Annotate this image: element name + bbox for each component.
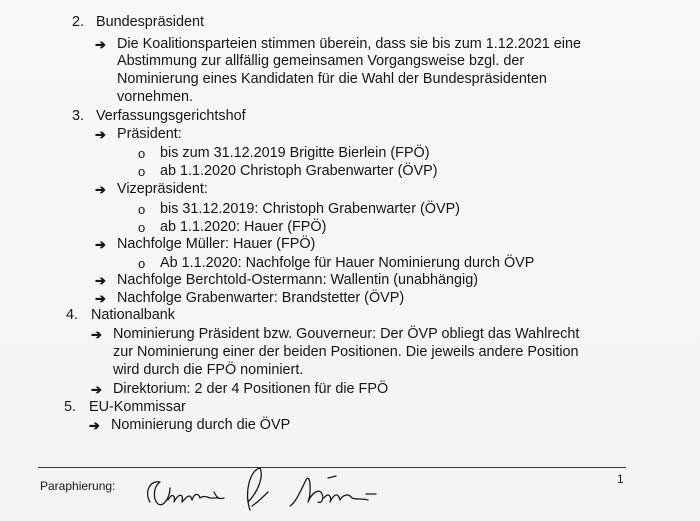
entry-line: Nachfolge Grabenwarter: Brandstetter (ÖVP) — [117, 290, 405, 306]
arrow-icon: ➔ — [95, 182, 106, 197]
entry-line: Die Koalitionsparteien stimmen überein, dass sie bis zum 1.12.2021 eine — [117, 36, 581, 52]
entry-line: Präsident: — [117, 126, 182, 142]
bullet-icon: o — [138, 146, 146, 161]
signature-image — [140, 462, 440, 521]
entry-line: Direktorium: 2 der 4 Positionen für die FPÖ — [113, 381, 389, 397]
item-number: 5. — [64, 399, 77, 415]
item-number: 2. — [72, 14, 85, 30]
item-title: Bundespräsident — [96, 14, 205, 30]
bullet-icon: o — [138, 202, 146, 217]
arrow-icon: ➔ — [95, 273, 106, 288]
arrow-icon: ➔ — [95, 237, 106, 252]
entry-line: Ab 1.1.2020: Nachfolge für Hauer Nominierung durch ÖVP — [160, 255, 535, 271]
entry-line: vornehmen. — [117, 89, 193, 105]
item-title: EU-Kommissar — [89, 399, 186, 415]
bullet-icon: o — [138, 164, 146, 179]
entry-line: Nominierung durch die ÖVP — [111, 417, 291, 433]
paraphierung-label: Paraphierung: — [40, 479, 116, 493]
item-title: Verfassungsgerichtshof — [96, 108, 246, 124]
item-number: 4. — [66, 307, 79, 323]
entry-line: Nachfolge Müller: Hauer (FPÖ) — [117, 236, 316, 252]
arrow-icon: ➔ — [95, 291, 106, 306]
bullet-icon: o — [138, 256, 146, 271]
bullet-icon: o — [138, 220, 146, 235]
entry-line: zur Nominierung einer der beiden Positionen. Die jeweils andere Position — [113, 344, 579, 360]
entry-line: wird durch die FPÖ nominiert. — [113, 362, 304, 378]
arrow-icon: ➔ — [91, 382, 102, 397]
item-title: Nationalbank — [91, 307, 176, 323]
entry-line: Vizepräsident: — [117, 181, 208, 197]
entry-line: Abstimmung zur allfällig gemeinsamen Vorgangsweise bzgl. der — [117, 53, 525, 69]
entry-line: bis zum 31.12.2019 Brigitte Bierlein (FPÖ) — [160, 145, 430, 161]
page-number: 1 — [617, 472, 624, 486]
arrow-icon: ➔ — [89, 418, 100, 433]
entry-line: Nachfolge Berchtold-Ostermann: Wallentin (unabhängig) — [117, 272, 479, 288]
entry-line: ab 1.1.2020: Hauer (FPÖ) — [160, 219, 327, 235]
entry-line: Nominierung Präsident bzw. Gouverneur: Der ÖVP obliegt das Wahlrecht — [113, 326, 580, 342]
arrow-icon: ➔ — [91, 327, 102, 342]
arrow-icon: ➔ — [95, 127, 106, 142]
entry-line: Nominierung eines Kandidaten für die Wahl der Bundespräsidenten — [117, 71, 547, 87]
item-number: 3. — [72, 108, 85, 124]
entry-line: bis 31.12.2019: Christoph Grabenwarter (ÖVP) — [160, 201, 460, 217]
entry-line: ab 1.1.2020 Christoph Grabenwarter (ÖVP) — [160, 163, 438, 179]
arrow-icon: ➔ — [95, 37, 106, 52]
